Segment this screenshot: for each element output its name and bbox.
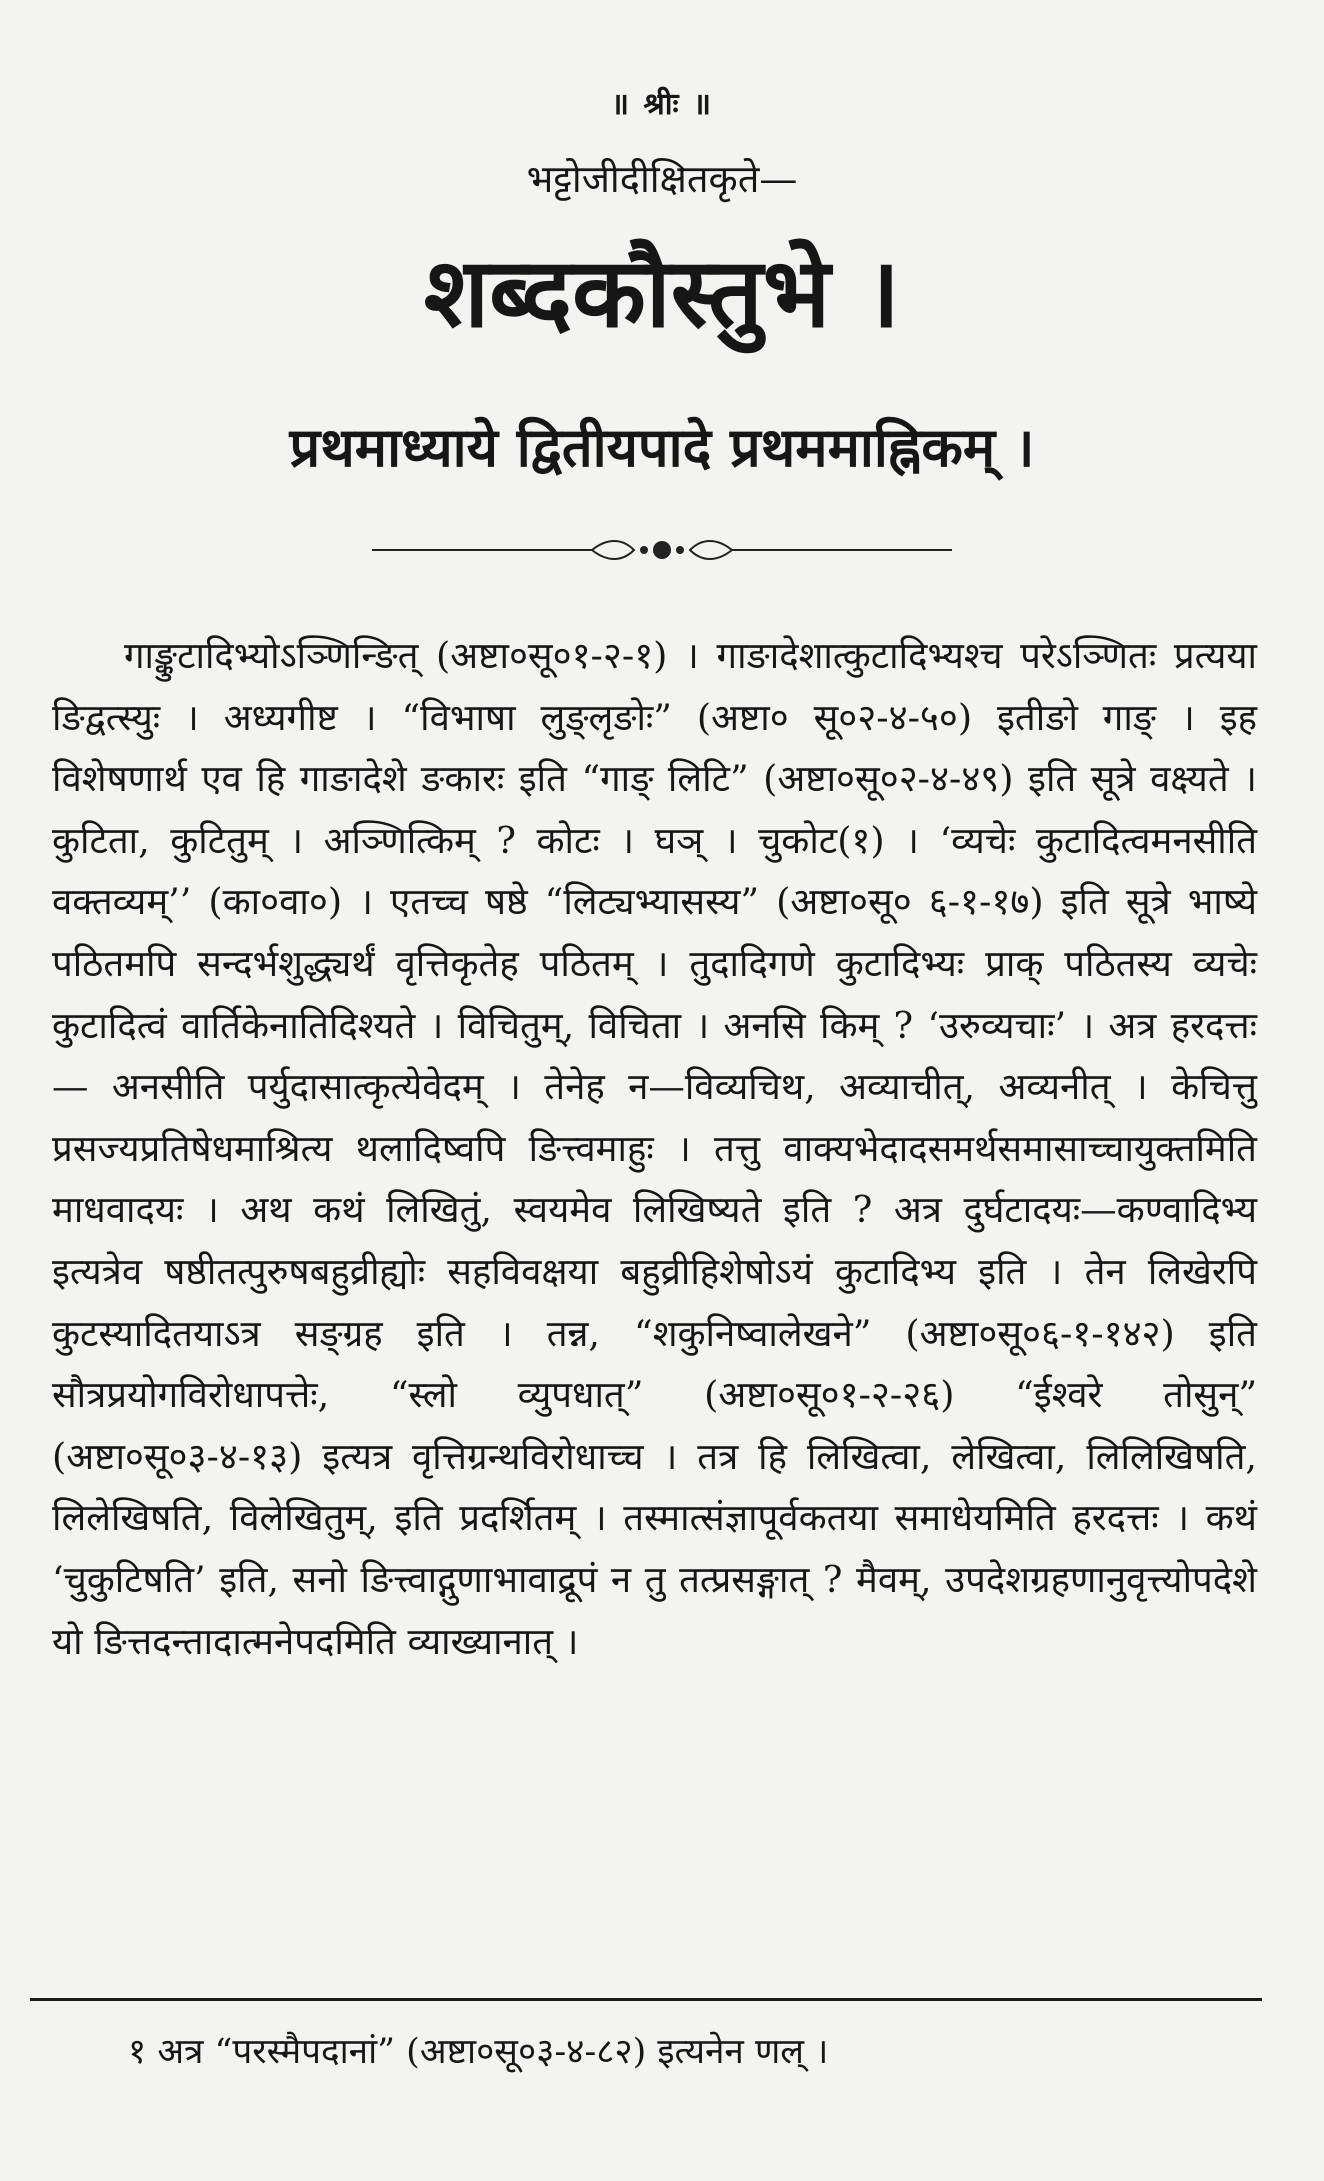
author-byline: भट्टोजीदीक्षितकृते— [526, 157, 798, 201]
main-paragraph: गाङ्कुटादिभ्योऽञ्णिन्ङित् (अष्टा०सू०१-२-१) । गाङादेशात्कुटादिभ्यश्च परेऽञ्णितः प्रत्यया ङिद्वत्स्युः । अध्यगीष्ट । “विभाषा लुङ्लृङोः” (अष्टा० सू०२-४-५०) इतीङो गाङ् । इह विशेषणार्थ एव हि गाङादेशे ङकारः इति “गाङ् लिटि” (अष्टा०सू०२-४-४९) इति सूत्रे वक्ष्यते । कुटिता, कुटितुम् । अञ्णित्किम् ? कोटः । घञ् । चुकोट(१) । ‘व्यचेः कुटादित्वमनसीति वक्तव्यम्’’ (का०वा०) । एतच्च षष्ठे “लिट्यभ्यासस्य” (अष्टा०सू० ६-१-१७) इति सूत्रे भाष्ये पठितमपि सन्दर्भशुद्ध्यर्थं वृत्तिकृतेह पठितम् । तुदादिगणे कुटादिभ्यः प्राक् पठितस्य व्यचेः कुटादित्वं वार्तिकेनातिदिश्यते । विचितुम्, विचिता । अनसि किम् ? ‘उरुव्यचाः’ । अत्र हरदत्तः— अनसीति पर्युदासात्कृत्येवेदम् । तेनेह न—विव्यचिथ, अव्याचीत्, अव्यनीत् । केचित्तु प्रसज्यप्रतिषेधमाश्रित्य थलादिष्वपि ङित्त्वमाहुः । तत्तु वाक्यभेदादसमर्थसमासाच्चायुक्तमिति माधवादयः । अथ कथं लिखितुं, स्वयमेव लिखिष्यते इति ? अत्र दुर्घटादयः—कण्वादिभ्य इत्यत्रेव षष्ठीतत्पुरुषबहुव्रीह्योः सहविवक्षया बहुव्रीहिशेषोऽयं कुटादिभ्य इति । तेन लिखेरपि कुटस्यादितयाऽत्र सङ्ग्रह इति । तन्न, “शकुनिष्वालेखने” (अष्टा०सू०६-१-१४२) इति सौत्रप्रयोगविरोधापत्तेः, “स्लो व्युपधात्” (अष्टा०सू०१-२-२६) “ईश्वरे तोसुन्” (अष्टा०सू०३-४-१३) इत्यत्र वृत्तिग्रन्थविरोधाच्च । तत्र हि लिखित्वा, लेखित्वा, लिलिखिषति, लिलेखिषति, विलेखितुम्, इति प्रदर्शितम् । तस्मात्संज्ञापूर्वकतया समाधेयमिति हरदत्तः । कथं ‘चुकुटिषति’ इति, सनो ङित्त्वाद्गुणाभावाद्रूपं न तु तत्प्रसङ्गात् ? मैवम्, उपदेशग्रहणानुवृत्त्योपदेशे यो ङित्तदन्तादात्मनेपदमिति व्याख्यानात् । [52, 634, 1257, 1663]
body-text [52, 625, 1257, 1672]
page-title: शब्दकौस्तुभे । [423, 236, 901, 349]
footnote-divider [30, 1998, 1262, 2001]
invocation: ॥ श्रीः ॥ [611, 87, 713, 122]
chapter-subtitle: प्रथमाध्याये द्वितीयपादे प्रथममाह्निकम् । [289, 415, 1035, 479]
footnote: १ अत्र “परस्मैपदानां” (अष्टा०सू०३-४-८२) इत्यनेन णल् । [128, 2032, 829, 2072]
ornament-divider [372, 535, 952, 565]
